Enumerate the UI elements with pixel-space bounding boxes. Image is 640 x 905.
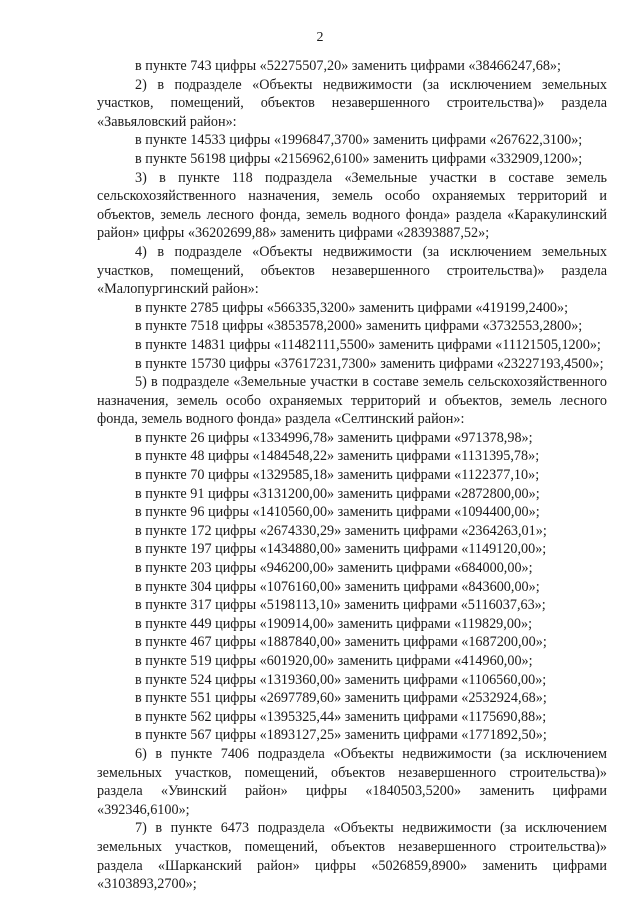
text-line: в пункте 2785 цифры «566335,3200» заменить цифрами «419199,2400»; bbox=[135, 299, 569, 316]
text-line: в пункте 70 цифры «1329585,18» заменить цифрами «1122377,10»; bbox=[135, 467, 540, 484]
text-line: в пункте 91 цифры «3131200,00» заменить цифрами «2872800,00»; bbox=[135, 485, 540, 502]
text-line: земельных участков, помещений, объектов незавершенного строительства)» bbox=[97, 838, 607, 855]
text-line: 7) в пункте 6473 подраздела «Объекты недвижимости (за исключением bbox=[135, 820, 607, 837]
text-line: «3103893,2700»; bbox=[97, 876, 197, 893]
text-line: участков, помещений, объектов незавершенного строительства)» раздела bbox=[97, 95, 607, 112]
text-line: в пункте 551 цифры «2697789,60» заменить цифрами «2532924,68»; bbox=[135, 690, 547, 707]
text-line: в пункте 15730 цифры «37617231,7300» заменить цифрами «23227193,4500»; bbox=[135, 355, 604, 372]
text-line: участков, помещений, объектов незавершенного строительства)» раздела bbox=[97, 262, 607, 279]
text-line: 6) в пункте 7406 подраздела «Объекты недвижимости (за исключением bbox=[135, 745, 607, 762]
text-line: в пункте 743 цифры «52275507,20» заменить цифрами «38466247,68»; bbox=[135, 58, 561, 74]
text-line: фонда, земель водного фонда» раздела «Селтинский район»: bbox=[97, 411, 465, 428]
text-line: в пункте 467 цифры «1887840,00» заменить цифрами «1687200,00»; bbox=[135, 634, 547, 651]
text-line: в пункте 519 цифры «601920,00» заменить цифрами «414960,00»; bbox=[135, 653, 533, 669]
text-line: объектов, земель лесного фонда, земель водного фонда» раздела «Каракулинский bbox=[97, 206, 607, 223]
text-line: в пункте 14533 цифры «1996847,3700» заменить цифрами «267622,3100»; bbox=[135, 132, 583, 149]
text-line: 3) в пункте 118 подраздела «Земельные участки в составе земель bbox=[135, 169, 607, 186]
text-line: назначения, земель особо охраняемых территорий и объектов, земель лесного bbox=[97, 392, 607, 409]
text-line: в пункте 304 цифры «1076160,00» заменить цифрами «843600,00»; bbox=[135, 578, 540, 595]
text-line: в пункте 562 цифры «1395325,44» заменить цифрами «1175690,88»; bbox=[135, 708, 547, 725]
text-line: в пункте 48 цифры «1484548,22» заменить цифрами «1131395,78»; bbox=[135, 448, 540, 465]
text-line: земельных участков, помещений, объектов незавершенного строительства)» bbox=[97, 764, 607, 781]
text-line: «392346,6100»; bbox=[97, 801, 190, 818]
text-line: в пункте 524 цифры «1319360,00» заменить цифрами «1106560,00»; bbox=[135, 671, 547, 688]
text-line: 4) в подразделе «Объекты недвижимости (за исключением земельных bbox=[135, 243, 607, 260]
text-line: сельскохозяйственного назначения, земель особо охраняемых территорий и bbox=[97, 188, 607, 205]
text-line: в пункте 203 цифры «946200,00» заменить цифрами «684000,00»; bbox=[135, 560, 533, 577]
text-line: раздела «Шарканский район» цифры «5026859,8900» заменить цифрами bbox=[97, 857, 607, 874]
text-line: «Малопургинский район»: bbox=[97, 281, 259, 298]
text-line: в пункте 449 цифры «190914,00» заменить цифрами «119829,00»; bbox=[135, 615, 533, 632]
text-line: в пункте 317 цифры «5198113,10» заменить цифрами «5116037,63»; bbox=[135, 597, 546, 614]
text-line: 2) в подразделе «Объекты недвижимости (за исключением земельных bbox=[135, 76, 607, 93]
page-number: 2 bbox=[316, 30, 324, 45]
text-line: в пункте 26 цифры «1334996,78» заменить цифрами «971378,98»; bbox=[135, 429, 533, 446]
text-line: в пункте 14831 цифры «11482111,5500» заменить цифрами «11121505,1200»; bbox=[135, 336, 601, 353]
text-line: раздела «Увинский район» цифры «1840503,5200» заменить цифрами bbox=[97, 783, 607, 800]
text-line: «Завьяловский район»: bbox=[97, 113, 237, 130]
text-line: в пункте 567 цифры «1893127,25» заменить цифрами «1771892,50»; bbox=[135, 727, 547, 744]
text-line: в пункте 56198 цифры «2156962,6100» заменить цифрами «332909,1200»; bbox=[135, 150, 583, 167]
text-line: в пункте 172 цифры «2674330,29» заменить цифрами «2364263,01»; bbox=[135, 522, 547, 539]
document-body bbox=[97, 57, 607, 894]
text-line: в пункте 7518 цифры «3853578,2000» заменить цифрами «3732553,2800»; bbox=[135, 318, 583, 335]
text-line: в пункте 197 цифры «1434880,00» заменить цифрами «1149120,00»; bbox=[135, 541, 547, 558]
text-line: 5) в подразделе «Земельные участки в составе земель сельскохозяйственного bbox=[135, 374, 607, 391]
text-line: район» цифры «36202699,88» заменить цифрами «28393887,52»; bbox=[97, 225, 490, 242]
text-line: в пункте 96 цифры «1410560,00» заменить цифрами «1094400,00»; bbox=[135, 504, 540, 521]
